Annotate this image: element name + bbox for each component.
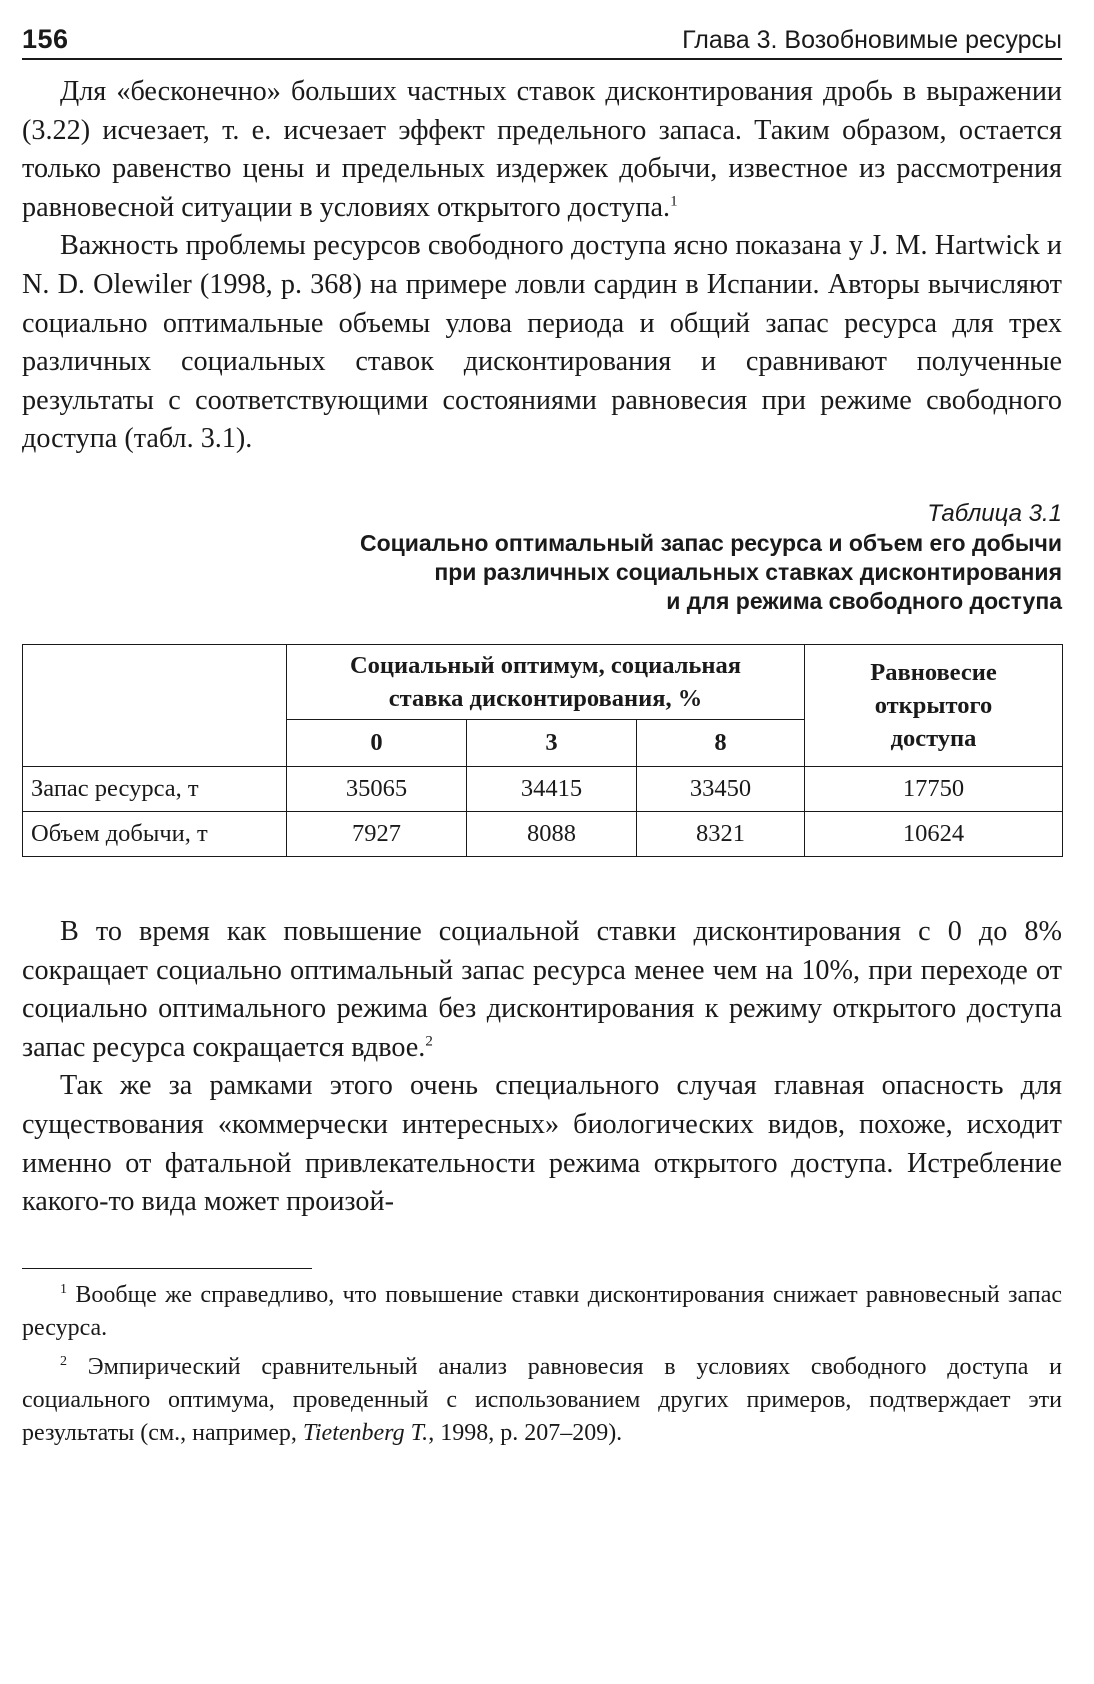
table-cell: 8088 bbox=[467, 811, 637, 856]
table-cell: 10624 bbox=[805, 811, 1063, 856]
chapter-title: Глава 3. Возобновимые ресурсы bbox=[682, 26, 1062, 54]
footnote-divider bbox=[22, 1268, 312, 1269]
table-title-line-2: при различных социальных ставках дисконтирования bbox=[434, 558, 1062, 585]
page-number: 156 bbox=[22, 24, 69, 54]
social-optimum-header bbox=[287, 644, 805, 719]
table-row bbox=[23, 811, 1063, 856]
footnote-2-citation: Tietenberg T. bbox=[302, 1419, 429, 1446]
footnote-1-marker: 1 bbox=[60, 1281, 67, 1297]
book-page bbox=[22, 20, 1062, 1450]
rate-header-0: 0 bbox=[287, 719, 467, 766]
table-title-line-3: и для режима свободного доступа bbox=[666, 587, 1062, 614]
table-cell: 33450 bbox=[637, 766, 805, 811]
data-table bbox=[22, 644, 1063, 857]
footnote-1 bbox=[22, 1279, 1062, 1345]
footnote-2-text-end: , 1998, р. 207–209). bbox=[428, 1419, 623, 1446]
table-cell: 17750 bbox=[805, 766, 1063, 811]
running-header bbox=[22, 20, 1062, 60]
rate-header-8: 8 bbox=[637, 719, 805, 766]
table-caption bbox=[22, 499, 1062, 616]
footnote-2-text: Эмпирический сравнительный анализ равновесия в условиях свободного доступа и социального оптимума, проведенный с использованием других примеров, подтверждает эти результаты (см., например, bbox=[22, 1353, 1063, 1446]
table-label: Таблица 3.1 bbox=[927, 499, 1062, 527]
table-header-row bbox=[23, 644, 1063, 719]
social-optimum-header-line-1: Социальный оптимум, социальная bbox=[349, 651, 742, 679]
footnote-2 bbox=[22, 1351, 1062, 1450]
table-corner-cell bbox=[23, 644, 287, 766]
table-cell: 34415 bbox=[467, 766, 637, 811]
footnote-ref-2[interactable]: 2 bbox=[425, 1033, 433, 1050]
row-label-stock: Запас ресурса, т bbox=[23, 766, 287, 811]
paragraph-2: Важность проблемы ресурсов свободного доступа ясно показана у J. M. Hartwick и N. D. Olewiler (1998, p. 368) на примере ловли сардин в Испании. Авторы вычисляют социально оптимальные объемы улова периода и общий запас ресурса для трех различных социальных ставок дисконтирования и сравнивают полученные результаты с соответствующими состояниями равновесия при режиме свободного доступа (табл. 3.1). bbox=[22, 230, 1062, 455]
row-label-harvest: Объем добычи, т bbox=[23, 811, 287, 856]
footnote-2-marker: 2 bbox=[60, 1353, 67, 1369]
equilibrium-header-line-1: Равновесие bbox=[870, 658, 997, 686]
paragraph-1 bbox=[22, 73, 1062, 227]
open-access-equilibrium-header bbox=[805, 644, 1063, 766]
footnote-1-text: Вообще же справедливо, что повышение ставки дисконтирования снижает равновесный запас ресурса. bbox=[22, 1281, 1063, 1341]
rate-header-3: 3 bbox=[467, 719, 637, 766]
paragraph-4: Так же за рамками этого очень специального случая главная опасность для существования «коммерчески интересных» биологических видов, похоже, исходит именно от фатальной привлекательности режима открытого доступа. Истребление какого-то вида может произой- bbox=[22, 1070, 1062, 1218]
table-cell: 7927 bbox=[287, 811, 467, 856]
footnote-ref-1[interactable]: 1 bbox=[670, 193, 678, 210]
paragraph-3-text: В то время как повышение социальной ставки дисконтирования с 0 до 8% сокращает социально оптимальный запас ресурса менее чем на 10%, при переходе от социально оптимального режима без дисконтирования к режиму открытого доступа запас ресурса сокращается вдвое. bbox=[22, 915, 1062, 1063]
equilibrium-header-line-3: доступа bbox=[890, 724, 977, 752]
table-title-line-1: Социально оптимальный запас ресурса и объем его добычи bbox=[359, 529, 1062, 556]
equilibrium-header-line-2: открытого bbox=[874, 691, 993, 719]
table-cell: 35065 bbox=[287, 766, 467, 811]
table-row bbox=[23, 766, 1063, 811]
table-cell: 8321 bbox=[637, 811, 805, 856]
paragraph-1-text: Для «бесконечно» больших частных ставок дисконтирования дробь в выражении (3.22) исчезает, т. е. исчезает эффект предельного запаса. Таким образом, остается только равенство цены и предельных издержек добычи, известное из рассмотрения равновесной ситуации в условиях открытого доступа. bbox=[22, 76, 1062, 223]
paragraph-3 bbox=[22, 913, 1062, 1067]
social-optimum-header-line-2: ставка дисконтирования, % bbox=[388, 684, 703, 712]
